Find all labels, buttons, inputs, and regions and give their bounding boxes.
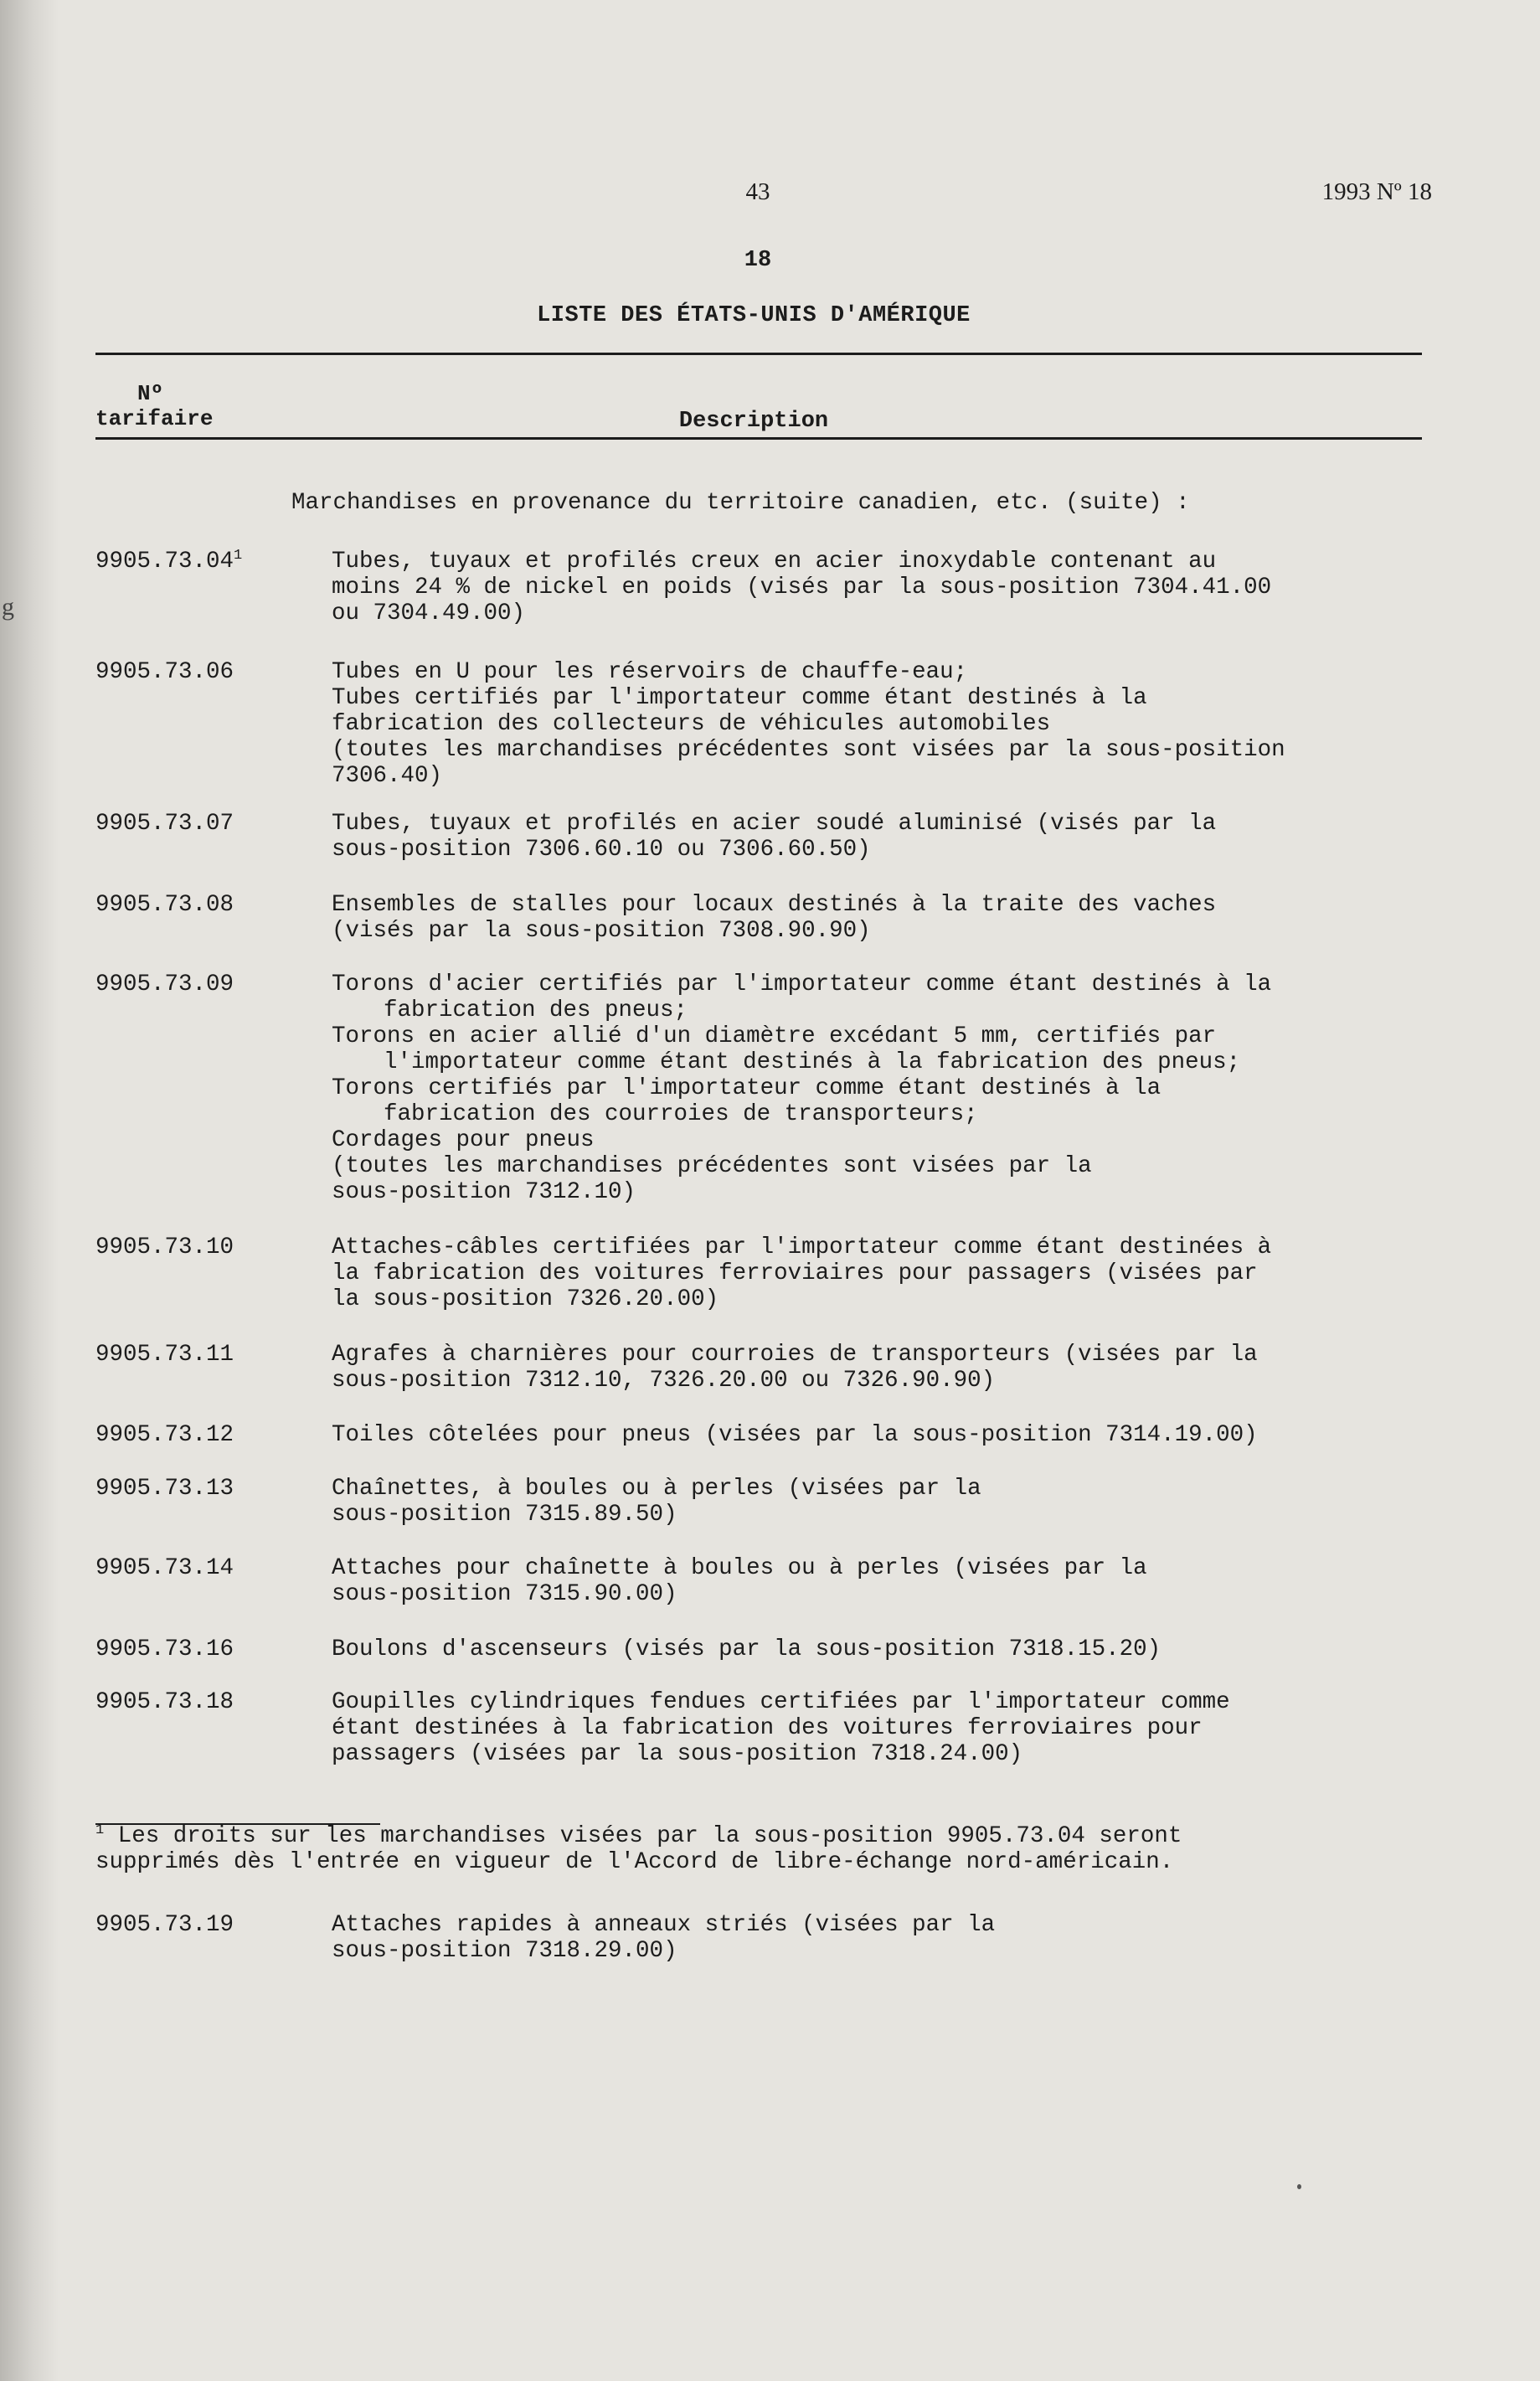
column-header-tariff-no [95, 381, 213, 431]
tariff-code: 9905.73.09 [95, 971, 234, 997]
tariff-code: 9905.73.13 [95, 1476, 234, 1502]
list-title: LISTE DES ÉTATS-UNIS D'AMÉRIQUE [537, 303, 971, 328]
tariff-code: 9905.73.10 [95, 1234, 234, 1260]
paper-speck [1297, 2184, 1301, 2189]
tariff-code: 9905.73.11 [95, 1342, 234, 1368]
header-rule [95, 437, 1422, 440]
tariff-description: Chaînettes, à boules ou à perles (visées par la sous-position 7315.89.50) [332, 1476, 981, 1528]
footnote: $^1$ Les droits sur les marchandises visées par la sous-position 9905.73.04 seront supprimés dès l'entrée en vigueur de l'Accord de libre-échange nord-américain. [95, 1822, 1182, 1875]
tariff-description: Agrafes à charnières pour courroies de transporteurs (visées par la sous-position 7312.10, 7326.20.00 ou 7326.90.90) [332, 1342, 1258, 1394]
tariff-description: Attaches pour chaînette à boules ou à perles (visées par la sous-position 7315.90.00) [332, 1555, 1147, 1607]
margin-letter: g [2, 593, 14, 621]
tariff-code: 9905.73.08 [95, 892, 234, 918]
tariff-description: Tubes en U pour les réservoirs de chauffe-eau; Tubes certifiés par l'importateur comme étant destinés à la fabrication des collecteurs de véhicules automobiles (toutes les marchandises précédentes sont visées par la sous-position 7306.40) [332, 659, 1285, 789]
gazette-issue: 1993 Nº 18 [1321, 178, 1432, 205]
footnote-ref: 1 [234, 547, 243, 564]
tariff-description: Goupilles cylindriques fendues certifiées par l'importateur comme étant destinées à la fabrication des voitures ferroviaires pour passagers (visées par la sous-position 7318.24.00) [332, 1689, 1230, 1767]
tariff-code: 9905.73.19 [95, 1912, 234, 1938]
section-subheading: Marchandises en provenance du territoire canadien, etc. (suite) : [291, 490, 1190, 516]
binding-shadow [0, 0, 59, 2381]
schedule-number: 18 [744, 248, 772, 273]
footnote-marker: 1 [95, 1822, 105, 1838]
page-number: 43 [745, 178, 770, 205]
column-header-no: Nº [137, 381, 164, 406]
tariff-description: Tubes, tuyaux et profilés creux en acier inoxydable contenant au moins 24 % de nickel en poids (visés par la sous-position 7304.41.00 ou 7304.49.00) [332, 549, 1272, 626]
tariff-description: Ensembles de stalles pour locaux destinés à la traite des vaches (visés par la sous-position 7308.90.90) [332, 892, 1217, 944]
tariff-description: Torons d'acier certifiés par l'importateur comme étant destinés à la fabrication des pneus; Torons en acier allié d'un diamètre excédant 5 mm, certifiés par l'importateur comme étant destinés à la fabrication des pneus; Torons certifiés par l'importateur comme étant destinés à la fabrication des courroies de transporteurs; Cordages pour pneus (toutes les marchandises précédentes sont visées par la sous-position 7312.10) [332, 971, 1272, 1205]
tariff-description: Attaches-câbles certifiées par l'importateur comme étant destinées à la fabrication des voitures ferroviaires pour passagers (visées par la sous-position 7326.20.00) [332, 1234, 1272, 1312]
tariff-code: 9905.73.14 [95, 1555, 234, 1581]
tariff-code: 9905.73.16 [95, 1636, 234, 1662]
column-header-tarifaire: tarifaire [95, 406, 214, 431]
tariff-description: Boulons d'ascenseurs (visés par la sous-position 7318.15.20) [332, 1636, 1161, 1662]
tariff-description: Toiles côtelées pour pneus (visées par la sous-position 7314.19.00) [332, 1422, 1258, 1448]
tariff-code: 9905.73.06 [95, 659, 234, 685]
tariff-description: Attaches rapides à anneaux striés (visées par la sous-position 7318.29.00) [332, 1912, 996, 1964]
tariff-code: 9905.73.07 [95, 811, 234, 837]
top-rule [95, 353, 1422, 355]
column-header-description: Description [678, 409, 829, 434]
tariff-code: 9905.73.18 [95, 1689, 234, 1715]
tariff-code: 9905.73.04$^1$ [95, 547, 243, 575]
tariff-description: Tubes, tuyaux et profilés en acier soudé aluminisé (visés par la sous-position 7306.60.10 ou 7306.60.50) [332, 811, 1217, 863]
tariff-code: 9905.73.12 [95, 1422, 234, 1448]
